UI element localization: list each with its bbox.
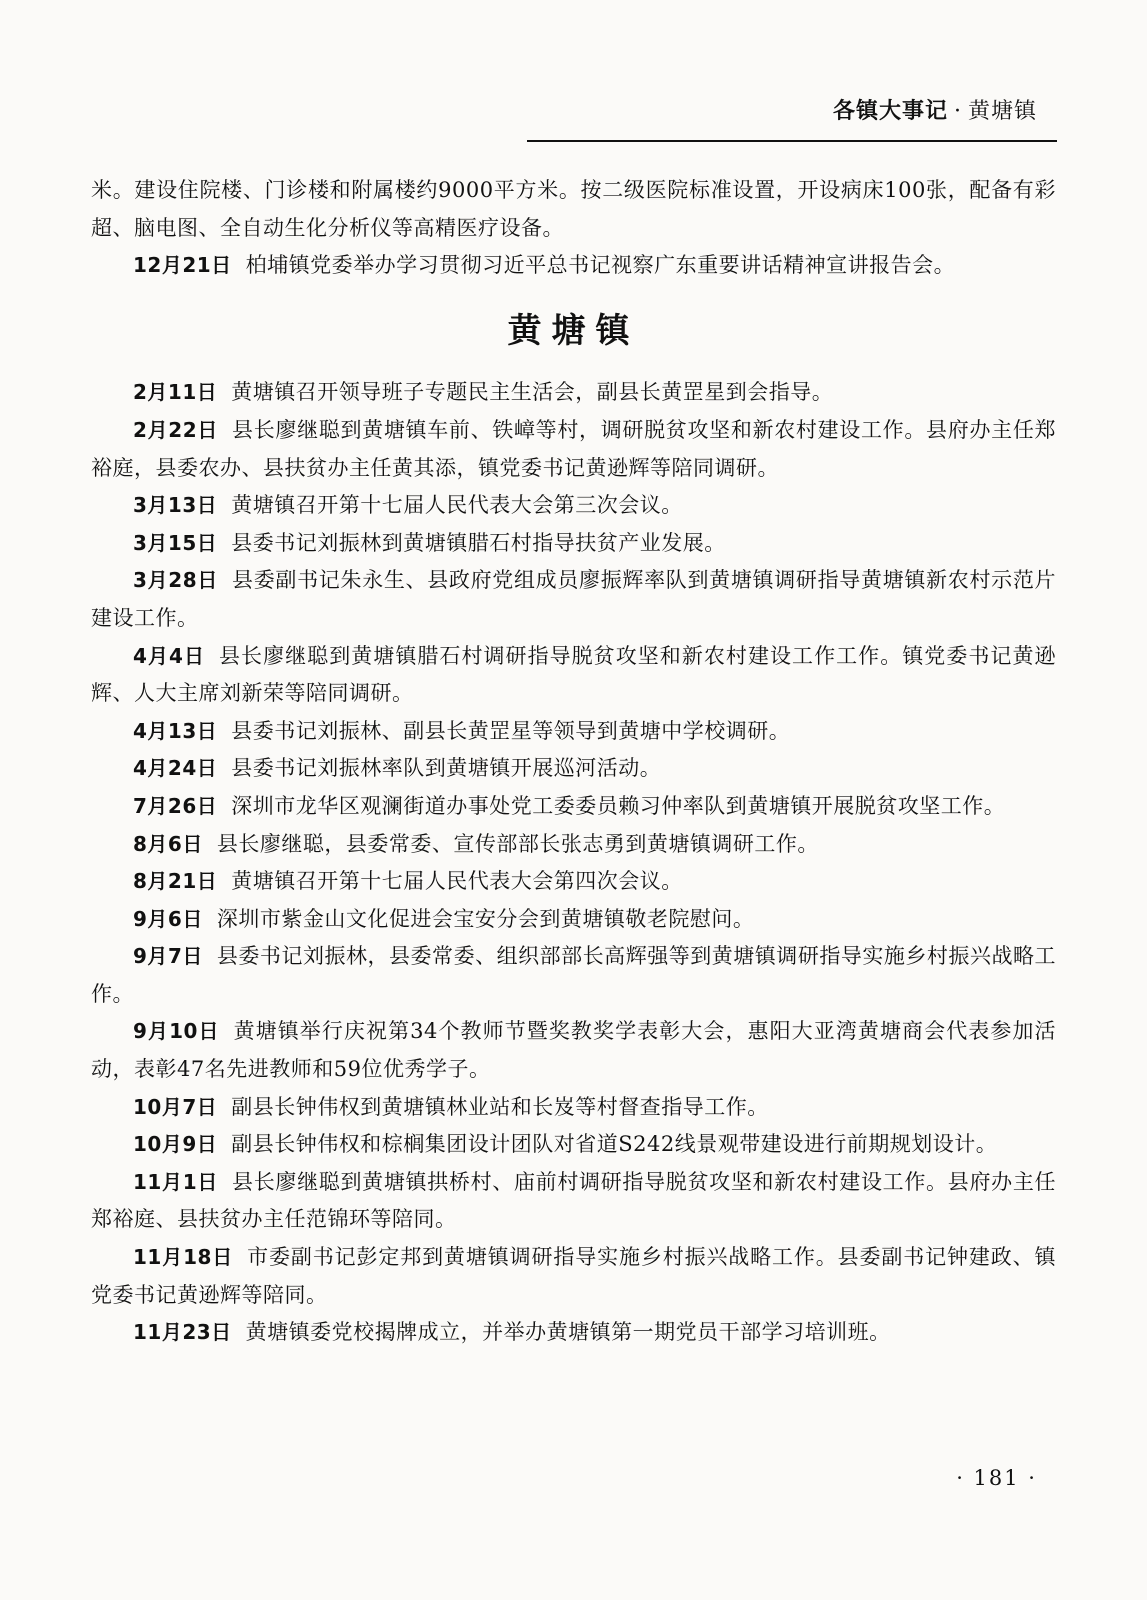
page-body: [91, 172, 1056, 1352]
event-text: 市委副书记彭定邦到黄塘镇调研指导实施乡村振兴战略工作。县委副书记钟建政、镇党委书记黄逊辉等陪同。: [91, 1245, 1056, 1307]
event-entry: [91, 938, 1056, 1013]
event-date: 2月22日: [133, 417, 219, 442]
event-text: 县长廖继聪到黄塘镇腊石村调研指导脱贫攻坚和新农村建设工作工作。镇党委书记黄逊辉、人大主席刘新荣等陪同调研。: [91, 643, 1056, 706]
event-date: 2月11日: [133, 380, 218, 405]
event-text: 县长廖继聪到黄塘镇车前、铁嶂等村，调研脱贫攻坚和新农村建设工作。县府办主任郑裕庭，县委农办、县扶贫办主任黄其添，镇党委书记黄逊辉等陪同调研。: [91, 417, 1057, 480]
event-date: 9月7日: [133, 944, 203, 969]
event-entry: [91, 525, 1056, 563]
event-text: 黄塘镇召开第十七届人民代表大会第三次会议。: [231, 493, 683, 518]
event-entry: [91, 247, 1056, 285]
event-text: 黄塘镇召开第十七届人民代表大会第四次会议。: [231, 869, 683, 894]
event-entry: [91, 1239, 1056, 1314]
section-title: 黄塘镇: [507, 310, 640, 351]
event-entry: [91, 487, 1056, 525]
event-entry: [91, 788, 1056, 826]
event-date: 9月10日: [133, 1019, 220, 1044]
event-entry: [91, 562, 1056, 637]
event-entry: [91, 374, 1056, 412]
event-text: 黄塘镇举行庆祝第34个教师节暨奖教奖学表彰大会，惠阳大亚湾黄塘商会代表参加活动，表彰47名先进教师和59位优秀学子。: [91, 1019, 1057, 1082]
header-rule: [527, 140, 1057, 142]
event-text: 县长廖继聪到黄塘镇拱桥村、庙前村调研指导脱贫攻坚和新农村建设工作。县府办主任郑裕庭、县扶贫办主任范锦环等陪同。: [91, 1169, 1057, 1232]
event-text: 县委副书记朱永生、县政府党组成员廖振辉率队到黄塘镇调研指导黄塘镇新农村示范片建设工作。: [91, 568, 1057, 630]
event-date: 11月1日: [133, 1169, 219, 1194]
event-date: 9月6日: [133, 906, 203, 931]
event-entry: [91, 750, 1056, 788]
event-text: 县委书记刘振林到黄塘镇腊石村指导扶贫产业发展。: [231, 530, 726, 555]
running-header: [833, 94, 1037, 125]
event-date: 3月15日: [133, 530, 218, 555]
event-entry: [91, 1126, 1056, 1164]
event-text: 深圳市龙华区观澜街道办事处党工委委员赖习仲率队到黄塘镇开展脱贫攻坚工作。: [231, 793, 1006, 818]
event-date: 3月28日: [133, 568, 219, 593]
event-entry: [91, 1013, 1056, 1088]
event-date: 10月7日: [133, 1094, 218, 1119]
event-entry: [91, 412, 1056, 487]
event-date: 8月6日: [133, 831, 203, 856]
event-text: 县委书记刘振林率队到黄塘镇开展巡河活动。: [231, 756, 662, 781]
event-text: 黄塘镇委党校揭牌成立，并举办黄塘镇第一期党员干部学习培训班。: [245, 1320, 891, 1345]
event-entry: [91, 1314, 1056, 1352]
event-entry: [91, 1089, 1056, 1127]
event-date: 10月9日: [133, 1132, 218, 1157]
event-date: 8月21日: [133, 869, 218, 894]
event-date: 4月24日: [133, 756, 218, 781]
event-text: 县委书记刘振林，县委常委、组织部部长高辉强等到黄塘镇调研指导实施乡村振兴战略工作。: [91, 944, 1056, 1006]
event-text: 县长廖继聪，县委常委、宣传部部长张志勇到黄塘镇调研工作。: [216, 831, 819, 856]
event-date: 4月13日: [133, 718, 218, 743]
event-entry: [91, 1164, 1056, 1239]
event-list: [91, 374, 1056, 1351]
event-entry: [91, 863, 1056, 901]
event-text: 柏埔镇党委举办学习贯彻习近平总书记视察广东重要讲话精神宣讲报告会。: [245, 253, 956, 278]
event-entry: [91, 901, 1056, 939]
event-date: 11月18日: [133, 1245, 234, 1270]
running-header-separator: ·: [953, 99, 962, 124]
event-text: 黄塘镇召开领导班子专题民主生活会，副县长黄罡星到会指导。: [231, 380, 834, 405]
page-number: · 181 ·: [956, 1466, 1037, 1490]
event-text: 县委书记刘振林、副县长黄罡星等领导到黄塘中学校调研。: [231, 718, 791, 743]
event-entry: [91, 713, 1056, 751]
event-date: 7月26日: [133, 793, 218, 818]
running-header-subtitle: 黄塘镇: [967, 99, 1037, 124]
continuation-paragraph: 米。建设住院楼、门诊楼和附属楼约9000平方米。按二级医院标准设置，开设病床100张，配备有彩超、脑电图、全自动生化分析仪等高精医疗设备。: [91, 178, 1056, 240]
event-date: 12月21日: [133, 253, 232, 278]
event-date: 3月13日: [133, 493, 218, 518]
event-date: 11月23日: [133, 1320, 232, 1345]
event-text: 深圳市紫金山文化促进会宝安分会到黄塘镇敬老院慰问。: [216, 906, 755, 931]
event-text: 副县长钟伟权和棕榈集团设计团队对省道S242线景观带建设进行前期规划设计。: [231, 1132, 998, 1157]
running-header-title: 各镇大事记: [832, 98, 948, 124]
event-date: 4月4日: [133, 643, 205, 668]
event-text: 副县长钟伟权到黄塘镇林业站和长岌等村督查指导工作。: [231, 1094, 769, 1119]
event-entry: [91, 826, 1056, 864]
event-entry: [91, 638, 1056, 713]
